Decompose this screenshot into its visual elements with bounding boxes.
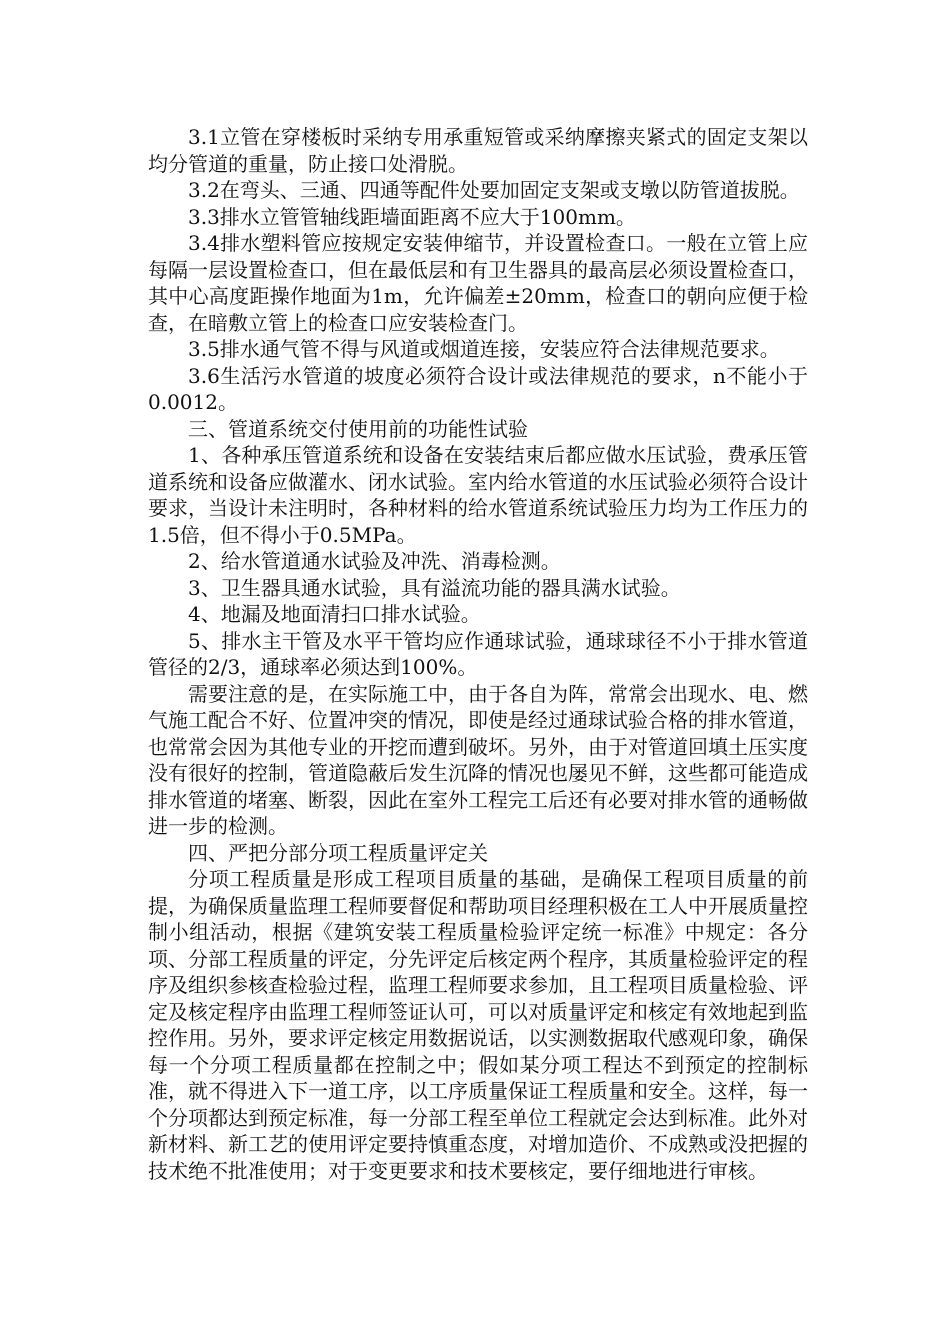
paragraph-3-6: 3.6生活污水管道的坡度必须符合设计或法律规范的要求，n不能小于0.0012。 [148,363,808,414]
paragraph-3-4: 3.4排水塑料管应按规定安装伸缩节，并设置检查口。一般在立管上应每隔一层设置检查口，但在最低层和有卫生器具的最高层必须设置检查口，其中心高度距操作地面为1m，允许偏差±20mm，检查口的朝向应便于检查，在暗敷立管上的检查口应安装检查门。 [148,231,808,335]
list-item-1: 1、各种承压管道系统和设备在安装结束后都应做水压试验，费承压管道系统和设备应做灌水、闭水试验。室内给水管道的水压试验必须符合设计要求，当设计未注明时，各种材料的给水管道系统试验压力均为工作压力的1.5倍，但不得小于0.5MPa。 [148,443,808,547]
paragraph-3-3: 3.3排水立管管轴线距墙面距离不应大于100mm。 [188,204,636,229]
document-body [148,124,808,1184]
note-paragraph: 需要注意的是，在实际施工中，由于各自为阵，常常会出现水、电、燃气施工配合不好、位置冲突的情况，即使是经过通球试验合格的排水管道，也常常会因为其他专业的开挖而遭到破坏。另外，由于对管道回填土压实度没有很好的控制，管道隐蔽后发生沉降的情况也屡见不鲜，这些都可能造成排水管道的堵塞、断裂，因此在室外工程完工后还有必要对排水管的通畅做进一步的检测。 [148,681,808,838]
quality-paragraph: 分项工程质量是形成工程项目质量的基础，是确保工程项目质量的前提，为确保质量监理工程师要督促和帮助项目经理积极在工人中开展质量控制小组活动，根据《建筑安装工程质量检验评定统一标准》中规定：各分项、分部工程质量的评定，分先评定后核定两个程序，其质量检验评定的程序及组织参核查检验过程，监理工程师要求参加，且工程项目质量检验、评定及核定程序由监理工程师签证认可，可以对质量评定和核定有效地起到监控作用。另外，要求评定核定用数据说话，以实测数据取代感观印象，确保每一个分项工程质量都在控制之中；假如某分项工程达不到预定的控制标准，就不得进入下一道工序，以工序质量保证工程质量和安全。这样，每一个分项都达到预定标准，每一分部工程至单位工程就定会达到标准。此外对新材料、新工艺的使用评定要持慎重态度，对增加造价、不成熟或没把握的技术绝不批准使用；对于变更要求和技术要核定，要仔细地进行审核。 [148,867,808,1183]
list-item-3: 3、卫生器具通水试验，具有溢流功能的器具满水试验。 [188,575,681,600]
section-heading-3: 三、管道系统交付使用前的功能性试验 [188,416,528,441]
list-item-4: 4、地漏及地面清扫口排水试验。 [188,602,481,626]
list-item-5: 5、排水主干管及水平干管均应作通球试验，通球球径不小于排水管道管径的2/3，通球率必须达到100%。 [148,628,808,679]
paragraph-3-2: 3.2在弯头、三通、四通等配件处要加固定支架或支墩以防管道拔脱。 [188,178,800,202]
list-item-2: 2、给水管道通水试验及冲洗、消毒检测。 [188,549,561,573]
paragraph-3-1: 3.1立管在穿楼板时采纳专用承重短管或采纳摩擦夹紧式的固定支架以均分管道的重量，防止接口处滑脱。 [148,125,808,176]
section-heading-4: 四、严把分部分项工程质量评定关 [188,840,488,865]
paragraph-3-5: 3.5排水通气管不得与风道或烟道连接，安装应符合法律规范要求。 [188,337,780,361]
